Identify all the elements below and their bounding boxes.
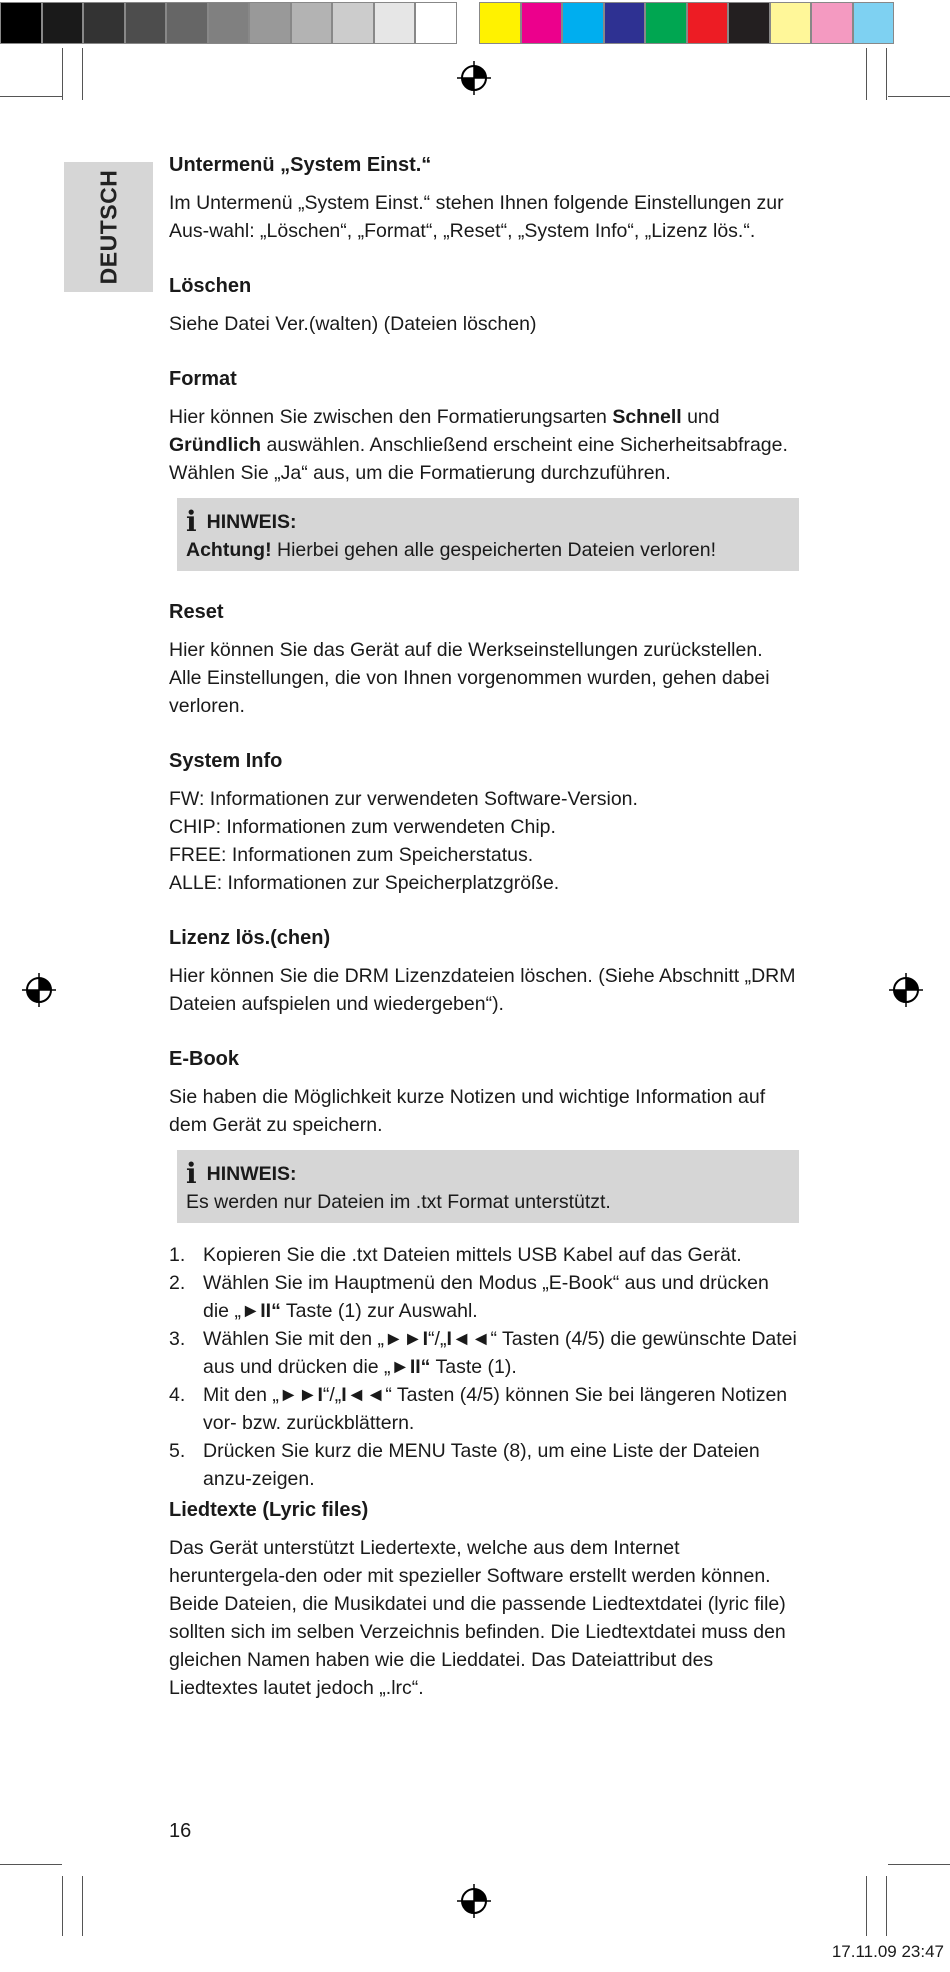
registration-mark-top-icon (456, 60, 492, 96)
section-text-system: Im Untermenü „System Einst.“ stehen Ihnen folgende Einstellungen zur Aus-wahl: „Löschen“, „Format“, „Reset“, „System Info“, „Lizenz lös.“. (169, 192, 784, 242)
section-heading-format: Format (169, 368, 237, 390)
section-text-ebook: Sie haben die Möglichkeit kurze Notizen und wichtige Information auf dem Gerät zu speichern. (169, 1086, 766, 1136)
section-heading-lizenz: Lizenz lös.(chen) (169, 927, 331, 949)
registration-mark-bottom-icon (456, 1883, 492, 1919)
info-icon: i (186, 1157, 197, 1190)
grayscale-swatch (83, 2, 125, 44)
ebook-steps-list (169, 1241, 799, 1493)
language-label: DEUTSCH (95, 169, 121, 285)
list-item: 4. Mit den „►►I“/„I◄◄“ Tasten (4/5) können Sie bei längeren Notizen vor- bzw. zurückblättern. (169, 1384, 788, 1434)
list-item: CHIP: Informationen zum verwendeten Chip. (169, 816, 556, 838)
list-item: 1. Kopieren Sie die .txt Dateien mittels USB Kabel auf das Gerät. (169, 1244, 742, 1266)
note-title: i HINWEIS: (186, 1157, 297, 1190)
list-item: 3. Wählen Sie mit den „►►I“/„I◄◄“ Tasten (4/5) die gewünschte Datei aus und drücken die „►II“ Taste (1). (169, 1328, 797, 1378)
color-calibration-bar (0, 0, 950, 45)
grayscale-swatch (291, 2, 333, 44)
section-heading-system-info: System Info (169, 750, 283, 772)
section-text-loeschen: Siehe Datei Ver.(walten) (Dateien löschen) (169, 313, 537, 335)
grayscale-swatch (332, 2, 374, 44)
grayscale-swatch (374, 2, 416, 44)
process-color-swatch (811, 2, 853, 44)
grayscale-swatch (125, 2, 167, 44)
process-color-swatch (687, 2, 729, 44)
grayscale-swatch (249, 2, 291, 44)
system-info-list (169, 785, 799, 897)
process-color-swatch (728, 2, 770, 44)
list-item: FW: Informationen zur verwendeten Software-Version. (169, 788, 638, 810)
note-text: Es werden nur Dateien im .txt Format unterstützt. (186, 1191, 611, 1213)
process-color-swatch (645, 2, 687, 44)
registration-mark-left-icon (21, 972, 57, 1008)
section-text-format: Hier können Sie zwischen den Formatierungsarten Schnell und Gründlich auswählen. Anschließend erscheint eine Sicherheitsabfrage. Wählen Sie „Ja“ aus, um die Formatierung durchzuführen. (169, 406, 788, 484)
note-text: Achtung! Hierbei gehen alle gespeicherten Dateien verloren! (186, 539, 717, 561)
language-side-tab (64, 162, 153, 292)
info-icon: i (186, 505, 197, 538)
page-content (169, 150, 799, 1702)
section-heading-ebook: E-Book (169, 1048, 239, 1070)
section-heading-lyrics: Liedtexte (Lyric files) (169, 1499, 369, 1521)
grayscale-swatch (0, 2, 42, 44)
grayscale-swatch (42, 2, 84, 44)
process-color-swatch (853, 2, 895, 44)
grayscale-swatch (415, 2, 457, 44)
process-color-swatch (479, 2, 521, 44)
grayscale-swatch (166, 2, 208, 44)
list-item: ALLE: Informationen zur Speicherplatzgröße. (169, 872, 560, 894)
process-color-swatch (562, 2, 604, 44)
section-heading-system: Untermenü „System Einst.“ (169, 154, 432, 176)
print-timestamp: 17.11.09 23:47 (831, 1942, 944, 1961)
grayscale-swatch (208, 2, 250, 44)
section-text-lyrics: Das Gerät unterstützt Liedertexte, welche aus dem Internet heruntergela-den oder mit spezieller Software erstellt werden können. Beide Dateien, die Musikdatei und die passende Liedtextdatei (lyric file) sollten sich im selben Verzeichnis befinden. Die Liedtextdatei muss den gleichen Namen haben wie die Lieddatei. Das Dateiattribut des Liedtextes lautet jedoch „.lrc“. (169, 1537, 786, 1699)
section-text-lizenz: Hier können Sie die DRM Lizenzdateien löschen. (Siehe Abschnitt „DRM Dateien aufspielen und wiedergeben“). (169, 965, 796, 1015)
note-box-ebook (177, 1150, 799, 1223)
process-color-swatch (770, 2, 812, 44)
note-title: i HINWEIS: (186, 505, 297, 538)
process-color-swatch (521, 2, 563, 44)
section-heading-loeschen: Löschen (169, 275, 252, 297)
section-text-reset: Hier können Sie das Gerät auf die Werkseinstellungen zurückstellen. Alle Einstellungen, die von Ihnen vorgenommen wurden, gehen dabei verloren. (169, 639, 770, 717)
note-box-format (177, 498, 799, 571)
registration-mark-right-icon (888, 972, 924, 1008)
list-item: FREE: Informationen zum Speicherstatus. (169, 844, 534, 866)
section-heading-reset: Reset (169, 601, 224, 623)
list-item: 5. Drücken Sie kurz die MENU Taste (8), um eine Liste der Dateien anzu-zeigen. (169, 1440, 760, 1490)
list-item: 2. Wählen Sie im Hauptmenü den Modus „E-Book“ aus und drücken die „►II“ Taste (1) zur Auswahl. (169, 1272, 769, 1322)
process-color-swatch (604, 2, 646, 44)
page-number: 16 (169, 1820, 192, 1842)
